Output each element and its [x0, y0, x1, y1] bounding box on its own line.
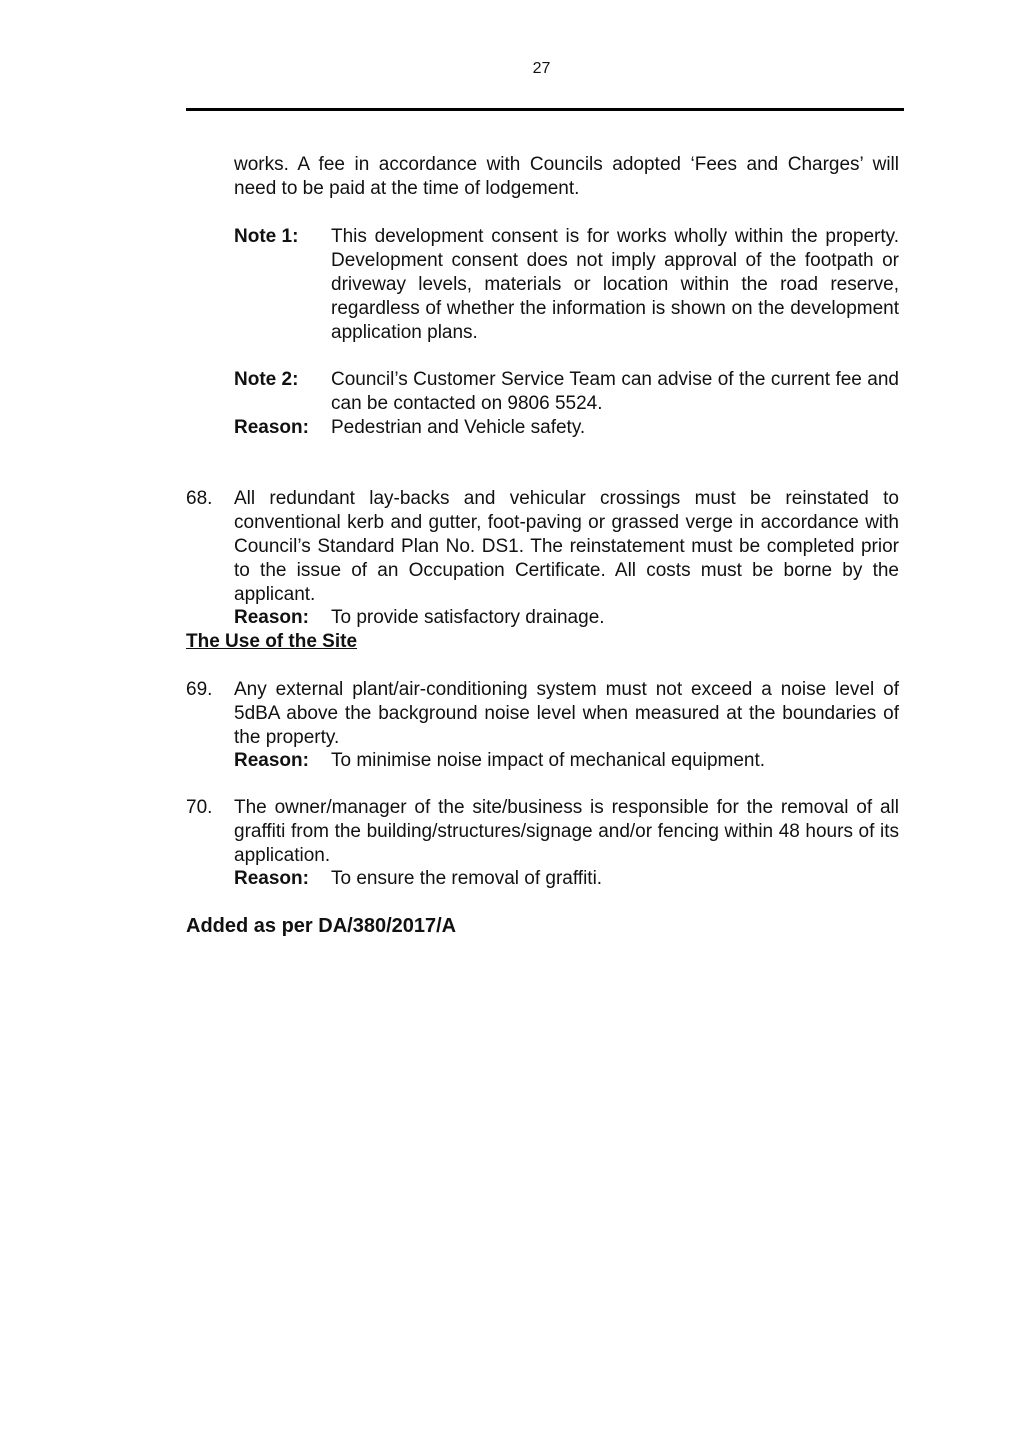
reason-text: Pedestrian and Vehicle safety.	[331, 417, 586, 438]
item-69-reason	[234, 749, 765, 773]
note-2-text: Council’s Customer Service Team can advise of the current fee and can be contacted on 9806 5524.	[331, 369, 899, 414]
item-68-reason-label: Reason:	[234, 607, 309, 628]
note-1-text: This development consent is for works wholly within the property. Development consent does not imply approval of the footpath or driveway levels, materials or location within the road reserve, regardless of whether the information is shown on the development application plans.	[331, 226, 899, 343]
item-69-reason-label: Reason:	[234, 750, 309, 771]
item-68-number: 68.	[186, 488, 213, 509]
item-70-reason-text: To ensure the removal of graffiti.	[331, 868, 603, 889]
reason-label: Reason:	[234, 417, 309, 438]
note-2-label: Note 2:	[234, 369, 299, 390]
item-70-text: The owner/manager of the site/business is responsible for the removal of all graffiti from the building/structures/signage and/or fencing within 48 hours of its application.	[234, 797, 899, 866]
header-rule	[186, 108, 904, 111]
note-1-label: Note 1:	[234, 226, 299, 247]
item-69-number: 69.	[186, 679, 213, 700]
item-70-number: 70.	[186, 797, 213, 818]
intro-paragraph: works. A fee in accordance with Councils adopted ‘Fees and Charges’ will need to be paid at the time of lodgement.	[234, 154, 899, 199]
item-69-text: Any external plant/air-conditioning system must not exceed a noise level of 5dBA above the background noise level when measured at the boundaries of the property.	[234, 679, 899, 748]
section-heading: The Use of the Site	[186, 631, 358, 652]
item-69-reason-text: To minimise noise impact of mechanical equipment.	[331, 750, 766, 771]
page-number: 27	[532, 60, 551, 77]
item-68-reason-text: To provide satisfactory drainage.	[331, 607, 605, 628]
item-68-reason	[234, 606, 605, 630]
item-70-reason-label: Reason:	[234, 868, 309, 889]
amendment-note: Added as per DA/380/2017/A	[186, 915, 457, 937]
item-70-reason	[234, 867, 602, 891]
item-68-text: All redundant lay-backs and vehicular crossings must be reinstated to conventional kerb and gutter, foot-paving or grassed verge in accordance with Council’s Standard Plan No. DS1. The reinstatement must be completed prior to the issue of an Occupation Certificate. All costs must be borne by the applicant.	[234, 488, 899, 605]
